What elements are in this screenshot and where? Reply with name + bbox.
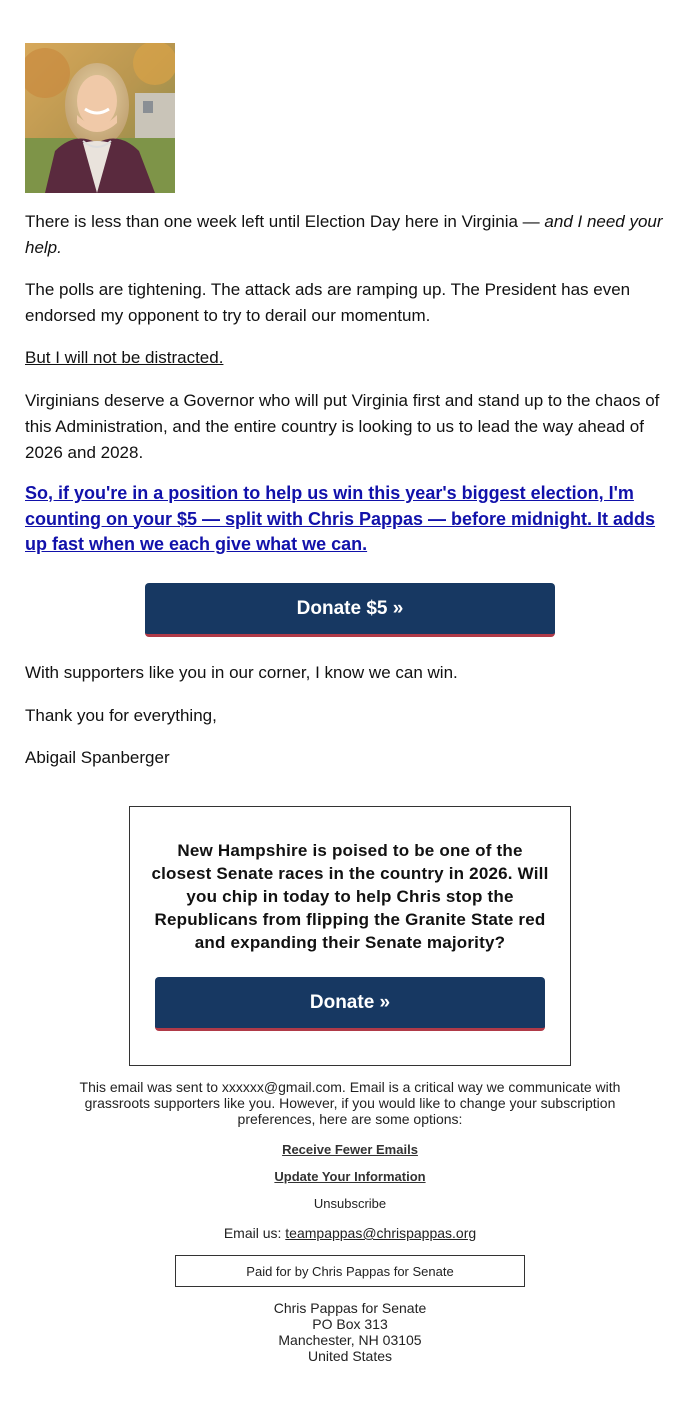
address-line: United States: [307, 1348, 393, 1364]
footer-email: [0, 1225, 700, 1241]
paragraph-text: There is less than one week left until Election Day here in Virginia —: [25, 212, 545, 231]
address-line: Manchester, NH 03105: [278, 1332, 422, 1348]
signature: Abigail Spanberger: [25, 748, 170, 767]
paragraph-thank-you: Thank you for everything,: [25, 706, 217, 725]
promo-text: New Hampshire is poised to be one of the closest Senate races in the country in 2026. Will you chip in today to help Chris stop the Republicans from flipping the Granite State red and expanding their Senate majority?: [151, 841, 549, 952]
email-address-link[interactable]: teampappas@chrispappas.org: [285, 1225, 477, 1241]
donate-5-button[interactable]: Donate $5 »: [145, 583, 555, 637]
candidate-photo: [25, 43, 175, 193]
paragraph-polls: The polls are tightening. The attack ads are ramping up. The President has even endorsed my opponent to try to derail our momentum.: [25, 280, 631, 325]
footer-fewer-wrap: [0, 1141, 700, 1157]
mailing-address: [0, 1300, 700, 1364]
donate-cta-link[interactable]: So, if you're in a position to help us win this year's biggest election, I'm counting on your $5 — split with Chris Pappas — before midnight. It adds up fast when we each give what we can.: [25, 483, 656, 554]
paragraph-virginians: Virginians deserve a Governor who will put Virginia first and stand up to the chaos of this Administration, and the entire country is looking to us to lead the way ahead of 2026 and 2028.: [25, 391, 660, 462]
footer-update-wrap: [0, 1168, 700, 1184]
paragraph-supporters: With supporters like you in our corner, I know we can win.: [25, 663, 458, 682]
footer-note: This email was sent to xxxxxx@gmail.com. Email is a critical way we communicate with grassroots supporters like you. However, if you would like to change your subscription preferences, here are some options:: [79, 1079, 621, 1127]
unsubscribe-link[interactable]: Unsubscribe: [313, 1196, 387, 1211]
candidate-portrait-image: [25, 43, 175, 193]
paragraph-not-distracted: But I will not be distracted.: [25, 348, 224, 367]
paragraph-election-day: [25, 209, 670, 261]
address-line: PO Box 313: [312, 1316, 388, 1332]
paid-for-disclaimer: Paid for by Chris Pappas for Senate: [175, 1255, 525, 1287]
email-label: Email us:: [223, 1225, 286, 1241]
receive-fewer-emails-link[interactable]: Receive Fewer Emails: [282, 1142, 418, 1157]
donate-button[interactable]: Donate »: [155, 977, 545, 1031]
emphasis-text: and I need your help.: [25, 212, 663, 257]
address-line: Chris Pappas for Senate: [273, 1300, 427, 1316]
update-information-link[interactable]: Update Your Information: [274, 1169, 426, 1184]
